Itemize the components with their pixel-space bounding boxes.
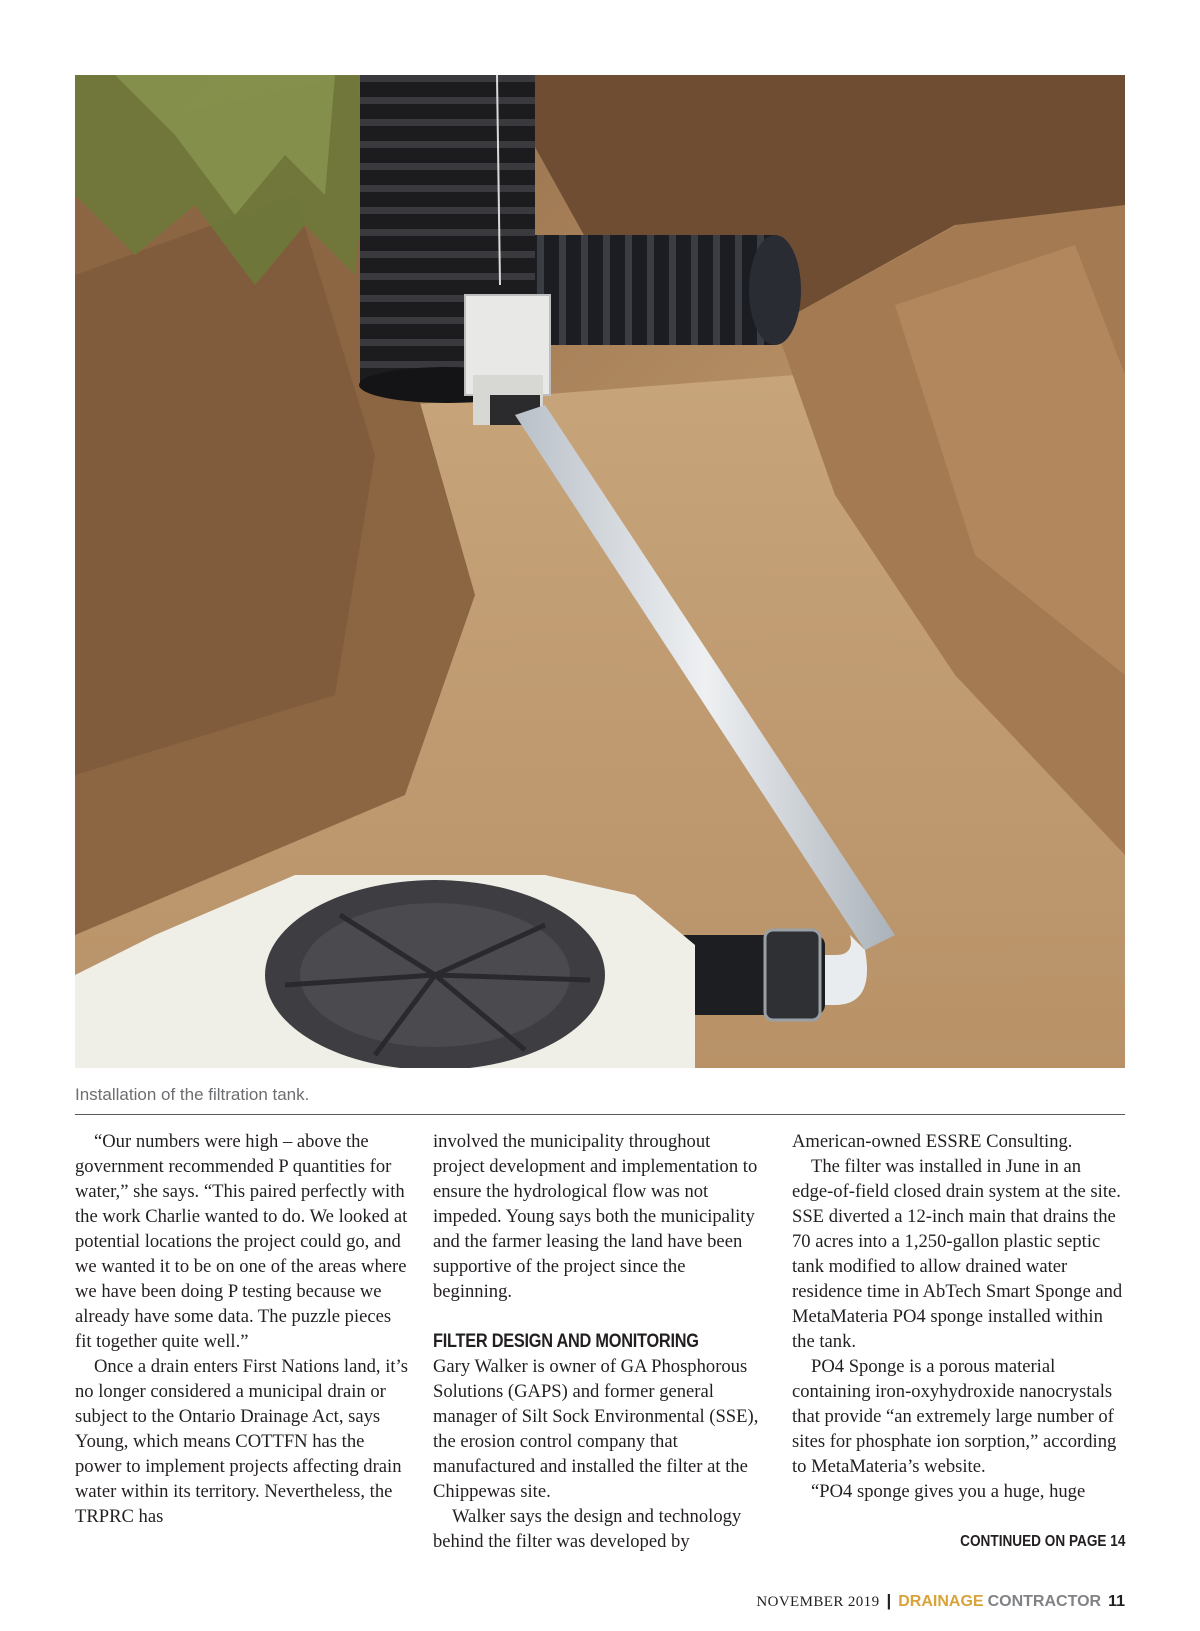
paragraph: Once a drain enters First Nations land, it’s no longer considered a municipal drain or subject to the Ontario Drainage Act, says Young, which means COTTFN has the power to implement projects affecting drain water within its territory. Nevertheless, the TRPRC has [75, 1356, 408, 1527]
caption-divider [75, 1114, 1125, 1115]
magazine-name-part1: DRAINAGE [898, 1593, 984, 1610]
article-column-1 [75, 1129, 409, 1529]
paragraph: PO4 Sponge is a porous material containing iron-oxyhydroxide nanocrystals that provide “an extremely large number of sites for phosphate ion sorption,” according to MetaMateria’s website. [792, 1356, 1117, 1477]
issue-date: NOVEMBER 2019 [756, 1594, 880, 1610]
photo-caption: Installation of the filtration tank. [75, 1085, 310, 1104]
section-subheading: FILTER DESIGN AND MONITORING [433, 1331, 699, 1352]
footer-separator: | [886, 1591, 892, 1610]
page-footer [756, 1591, 1125, 1611]
page-number: 11 [1108, 1593, 1125, 1610]
paragraph: involved the municipality throughout project development and implementation to ensure the hydrological flow was not impeded. Young says both the municipality and the farmer leasing the land have been supportive of the project since the beginning. [433, 1131, 758, 1302]
paragraph: American-owned ESSRE Consulting. [792, 1131, 1073, 1152]
article-column-2 [433, 1129, 765, 1554]
paragraph: Gary Walker is owner of GA Phosphorous Solutions (GAPS) and former general manager of Silt Sock Environmental (SSE), the erosion control company that manufactured and installed the filter at the Chippewas site. [433, 1356, 759, 1502]
paragraph: The filter was installed in June in an edge-of-field closed drain system at the site. SSE diverted a 12-inch main that drains the 70 acres into a 1,250-gallon plastic septic tank modified to allow drained water residence time in AbTech Smart Sponge and MetaMateria PO4 sponge installed within the tank. [792, 1156, 1123, 1352]
paragraph: “PO4 sponge gives you a huge, huge [811, 1481, 1086, 1502]
installation-photo [75, 75, 1125, 1068]
paragraph: Walker says the design and technology behind the filter was developed by [433, 1506, 742, 1552]
article-column-3 [792, 1129, 1126, 1504]
photo-illustration [75, 75, 1125, 1068]
paragraph: “Our numbers were high – above the government recommended P quantities for water,” she says. “This paired perfectly with the work Charlie wanted to do. We looked at potential locations the project could go, and we wanted it to be on one of the areas where we have been doing P testing because we already have some data. The puzzle pieces fit together quite well.” [75, 1131, 408, 1352]
continued-on-link[interactable]: CONTINUED ON PAGE 14 [959, 1533, 1125, 1550]
magazine-name-part2: CONTRACTOR [987, 1593, 1102, 1610]
